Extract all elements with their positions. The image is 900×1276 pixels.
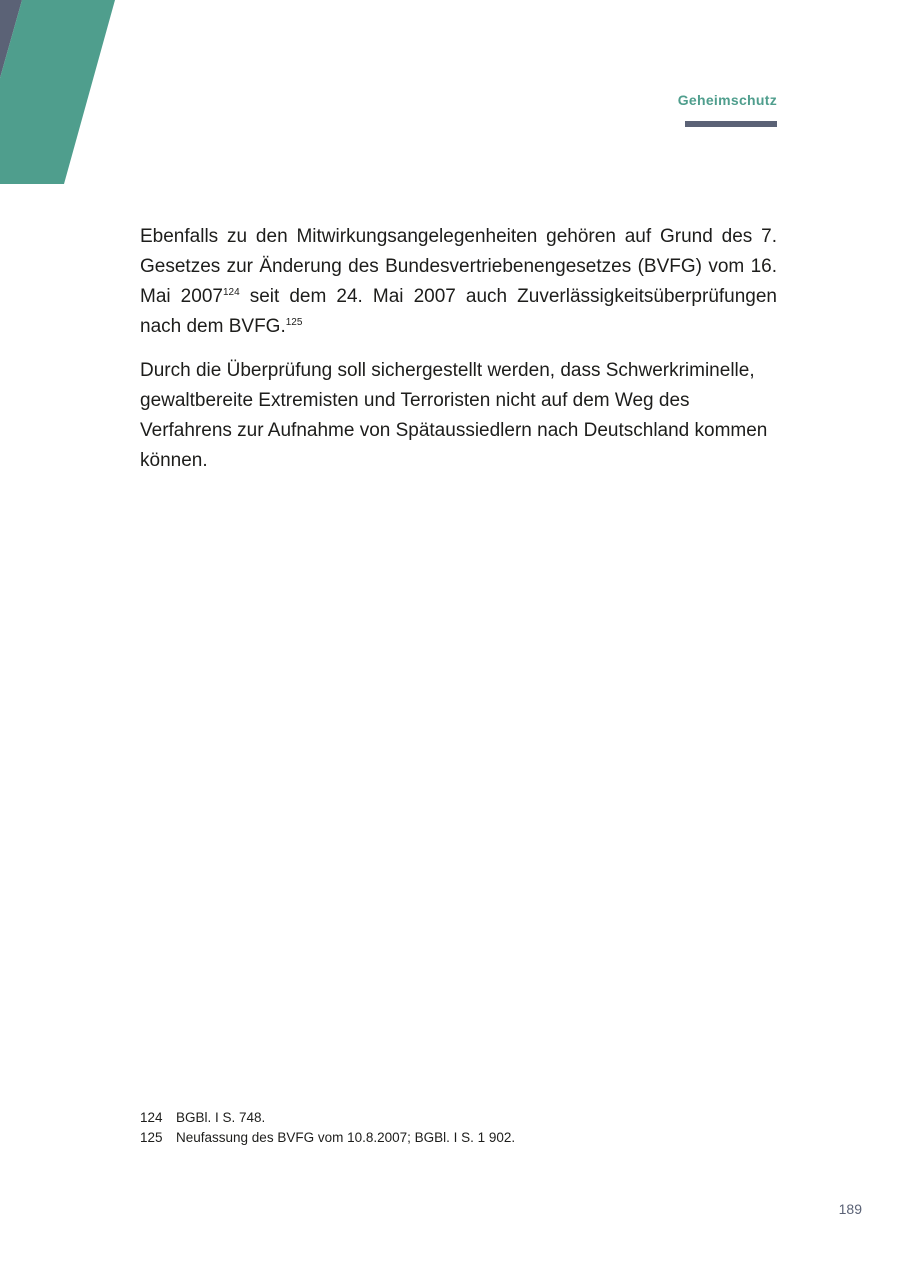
paragraph-1-text-a: Ebenfalls zu den Mitwirkungsangelegenheiten gehören auf Grund des 7. Gesetzes zur Änderung des Bundesvertriebenengesetzes (BVFG) vom 16. Mai 2007 [140, 226, 777, 307]
paragraph-1-text-b: seit dem 24. Mai 2007 auch Zuverlässigkeitsüberprüfungen nach dem BVFG. [140, 286, 777, 337]
footnote-124 [140, 1108, 777, 1128]
header-rule [685, 121, 777, 127]
footnote-125 [140, 1128, 777, 1148]
footnotes [140, 1108, 777, 1148]
body-text [140, 222, 777, 490]
footnote-ref-125[interactable]: 125 [285, 317, 303, 328]
corner-green-shape [0, 0, 115, 184]
footnote-ref-124[interactable]: 124 [222, 287, 240, 298]
footnote-number: 125 [140, 1130, 163, 1145]
footnote-number: 124 [140, 1110, 163, 1125]
running-header: Geheimschutz [677, 92, 777, 108]
corner-decoration [0, 0, 130, 190]
paragraph-2: Durch die Überprüfung soll sichergestellt werden, dass Schwerkriminelle, gewaltbereite Extremisten und Terroristen nicht auf dem Weg des Verfahrens zur Aufnahme von Spätaussiedlern nach Deutschland kommen können. [140, 360, 768, 471]
page-number: 189 [838, 1201, 862, 1217]
paragraph-1 [140, 222, 777, 342]
footnote-text: Neufassung des BVFG vom 10.8.2007; BGBl. I S. 1 902. [176, 1130, 516, 1145]
footnote-text: BGBl. I S. 748. [176, 1110, 266, 1125]
